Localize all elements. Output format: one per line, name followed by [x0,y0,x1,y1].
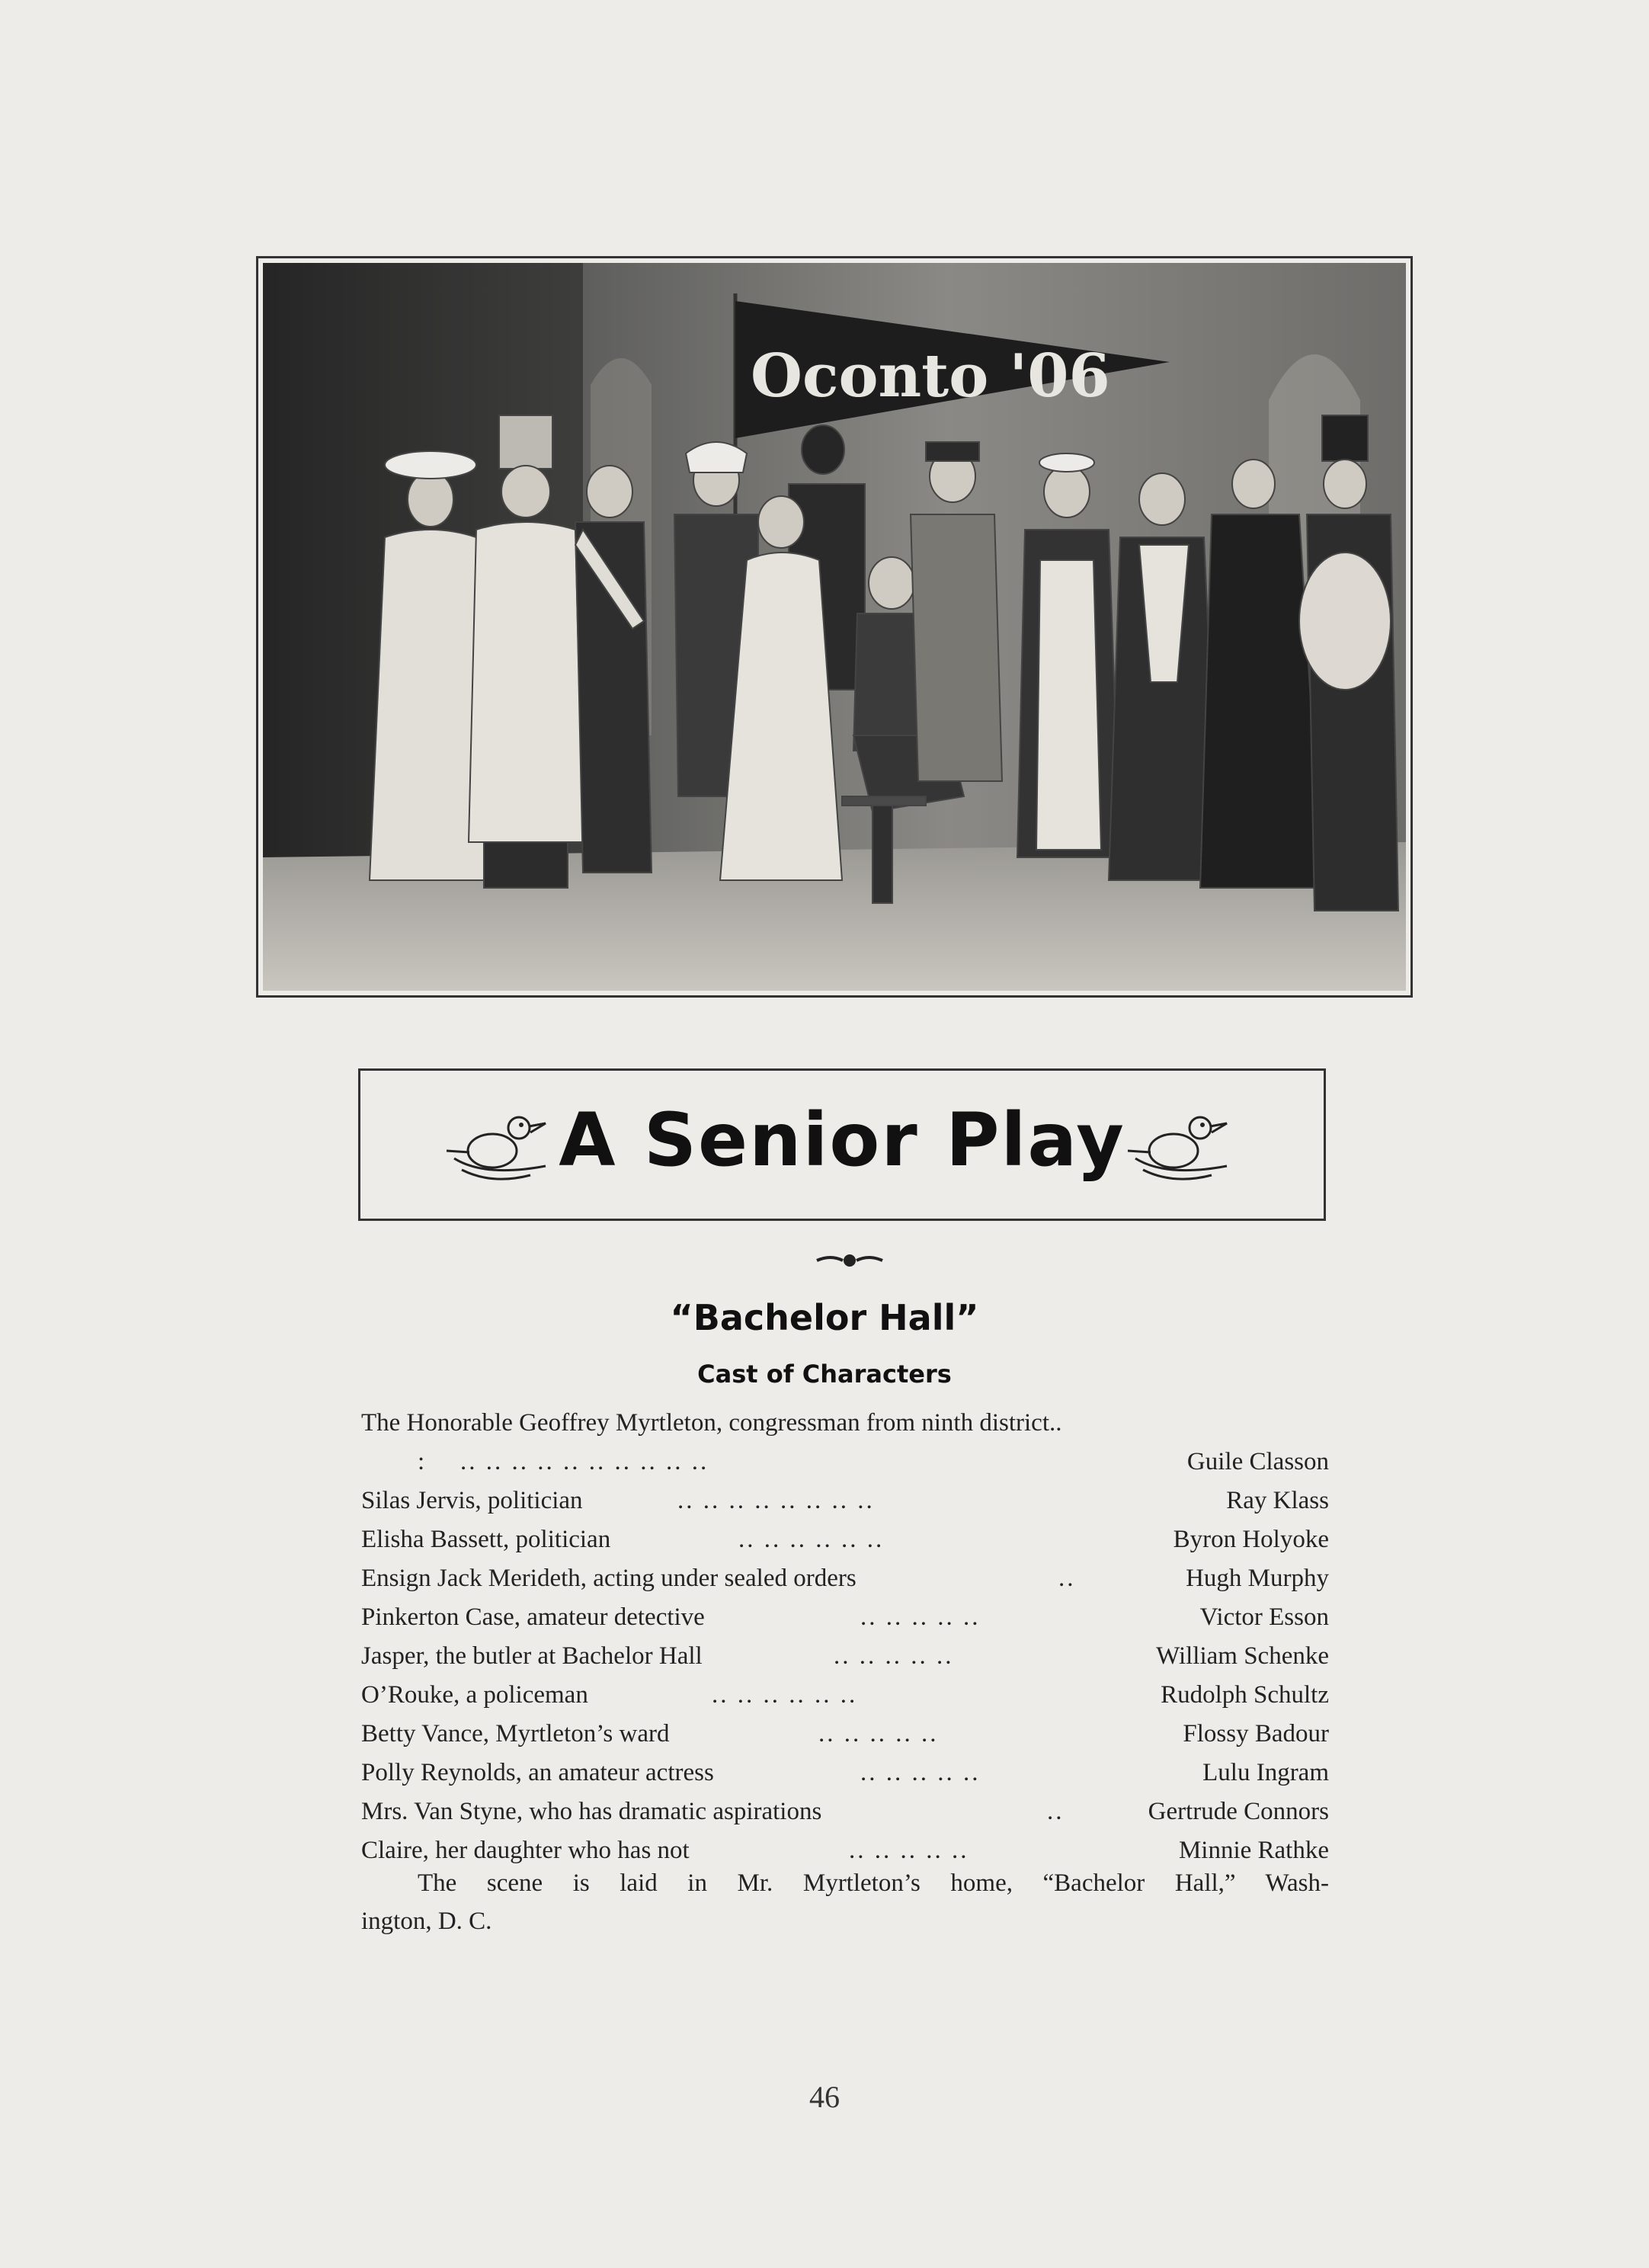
cast-role: : [418,1448,425,1475]
section-title: A Senior Play [559,1097,1125,1183]
cast-role: The Honorable Geoffrey Myrtleton, congressman from ninth district.. [361,1409,1062,1437]
cast-photograph [256,256,1413,998]
title-box-bottom-border [358,1219,1326,1221]
cast-actor: Lulu Ingram [1202,1759,1329,1786]
cast-role: Ensign Jack Merideth, acting under sealed orders [361,1565,857,1592]
cast-actor: William Schenke [1156,1642,1329,1670]
cast-row [361,1559,1329,1598]
cast-actor: Hugh Murphy [1186,1565,1329,1592]
cast-role: Silas Jervis, politician [361,1487,583,1514]
cast-role: Mrs. Van Styne, who has dramatic aspirations [361,1798,822,1825]
cast-leader-dots: .. .. .. .. .. .. [738,1526,885,1553]
cast-row [361,1443,1329,1482]
cast-row [361,1598,1329,1637]
title-box [358,1068,1326,1221]
cast-actor: Gertrude Connors [1148,1798,1329,1825]
cast-leader-dots: .. .. .. .. .. .. .. .. [677,1487,875,1514]
cast-leader-dots: .. .. .. .. .. [860,1603,981,1631]
cast-leader-dots: .. [1058,1565,1076,1592]
cast-role: O’Rouke, a policeman [361,1681,588,1709]
duck-ornament-right-icon [1120,1105,1242,1189]
cast-leader-dots: .. .. .. .. .. [860,1759,981,1786]
scene-line-2: ington, D. C. [361,1908,492,1935]
cast-list [361,1404,1329,1870]
cast-photo-image [263,263,1406,991]
cast-leader-dots: .. .. .. .. .. [849,1837,969,1864]
cast-row [361,1715,1329,1754]
cast-actor: Rudolph Schultz [1161,1681,1329,1709]
cast-row [361,1792,1329,1831]
play-title: “Bachelor Hall” [670,1297,979,1338]
cast-row [361,1637,1329,1676]
cast-row [361,1520,1329,1559]
cast-actor: Flossy Badour [1183,1720,1329,1747]
cast-actor: Ray Klass [1226,1487,1329,1514]
cast-role: Polly Reynolds, an amateur actress [361,1759,714,1786]
cast-role: Betty Vance, Myrtleton’s ward [361,1720,670,1747]
page-number: 46 [809,2080,840,2114]
cast-leader-dots: .. .. .. .. .. [818,1720,939,1747]
cast-heading: Cast of Characters [697,1360,952,1389]
cast-role: Pinkerton Case, amateur detective [361,1603,705,1631]
scene-line-1: The scene is laid in Mr. Myrtleton’s home, “Bachelor Hall,” Wash- [418,1869,1329,1897]
cast-row [361,1482,1329,1520]
cast-role: Claire, her daughter who has not [361,1837,690,1864]
divider-ornament-icon [815,1250,884,1271]
cast-row [361,1404,1329,1443]
cast-row [361,1676,1329,1715]
cast-actor: Byron Holyoke [1173,1526,1329,1553]
title-box-top-border [358,1068,1326,1071]
cast-actor: Guile Classon [1186,1448,1329,1475]
cast-actor: Minnie Rathke [1178,1837,1329,1864]
cast-leader-dots: .. .. .. .. .. .. .. .. .. .. [460,1448,709,1475]
pennant-text: Oconto '06 [751,341,1110,411]
cast-role: Elisha Bassett, politician [361,1526,611,1553]
cast-leader-dots: .. .. .. .. .. .. [712,1681,858,1709]
cast-leader-dots: .. [1047,1798,1065,1825]
cast-row [361,1754,1329,1792]
cast-role: Jasper, the butler at Bachelor Hall [361,1642,703,1670]
cast-leader-dots: .. .. .. .. .. [834,1642,954,1670]
scene-note [361,1864,1329,1940]
cast-actor: Victor Esson [1199,1603,1329,1631]
